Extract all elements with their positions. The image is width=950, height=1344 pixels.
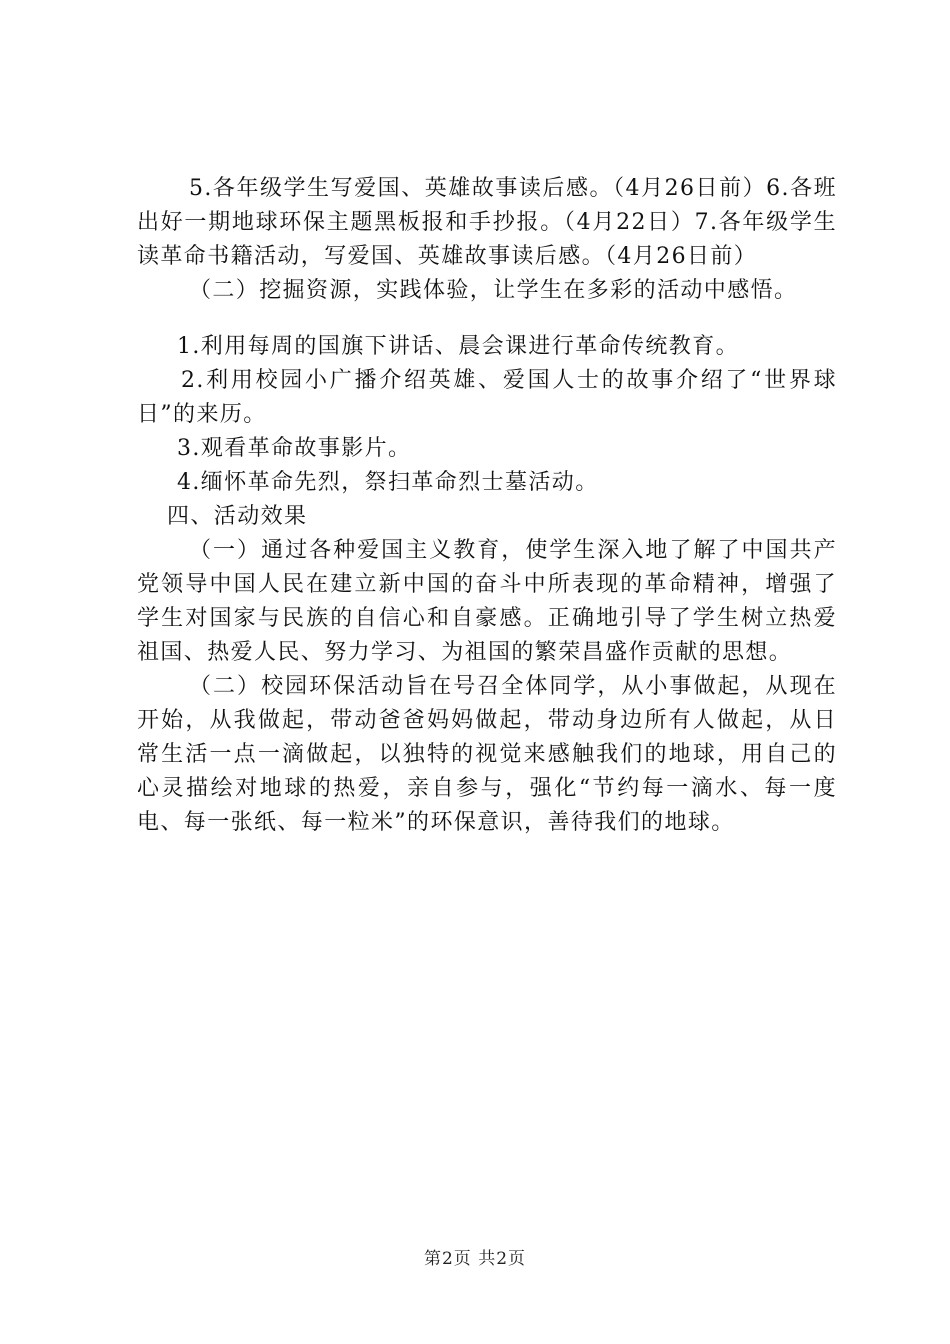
section-heading-effects: 四、活动效果 <box>167 504 308 529</box>
document-body <box>137 172 837 840</box>
paragraph-item-2: 2.利用校园小广播介绍英雄、爱国人士的故事介绍了“世界球日”的来历。 <box>137 368 837 427</box>
paragraph-section-two-heading: （二）挖掘资源，实践体验，让学生在多彩的活动中感悟。 <box>189 278 798 303</box>
paragraph-item-1: 1.利用每周的国旗下讲话、晨会课进行革命传统教育。 <box>177 334 739 359</box>
paragraph-item-4: 4.缅怀革命先烈，祭扫革命烈士墓活动。 <box>177 470 599 495</box>
paragraph-effect-2: （二）校园环保活动旨在号召全体同学，从小事做起，从现在开始，从我做起，带动爸爸妈妈做起，带动身边所有人做起，从日常生活一点一滴做起，以独特的视觉来感触我们的地球，用自己的心灵描绘对地球的热爱，亲自参与，强化“节约每一滴水、每一度电、每一张纸、每一粒米”的环保意识，善待我们的地球。 <box>137 674 837 835</box>
paragraph-effect-1: （一）通过各种爱国主义教育，使学生深入地了解了中国共产党领导中国人民在建立新中国的奋斗中所表现的革命精神，增强了学生对国家与民族的自信心和自豪感。正确地引导了学生树立热爱祖国、热爱人民、努力学习、为祖国的繁荣昌盛作贡献的思想。 <box>137 538 837 665</box>
paragraph-item-3: 3.观看革命故事影片。 <box>177 436 412 461</box>
paragraph-activities-list: 5.各年级学生写爱国、英雄故事读后感。（4月26日前）6.各班出好一期地球环保主题黑板报和手抄报。（4月22日）7.各年级学生读革命书籍活动，写爱国、英雄故事读后感。（4月26日前） <box>137 176 837 269</box>
page-number-footer: 第2页 共2页 <box>423 1249 527 1269</box>
